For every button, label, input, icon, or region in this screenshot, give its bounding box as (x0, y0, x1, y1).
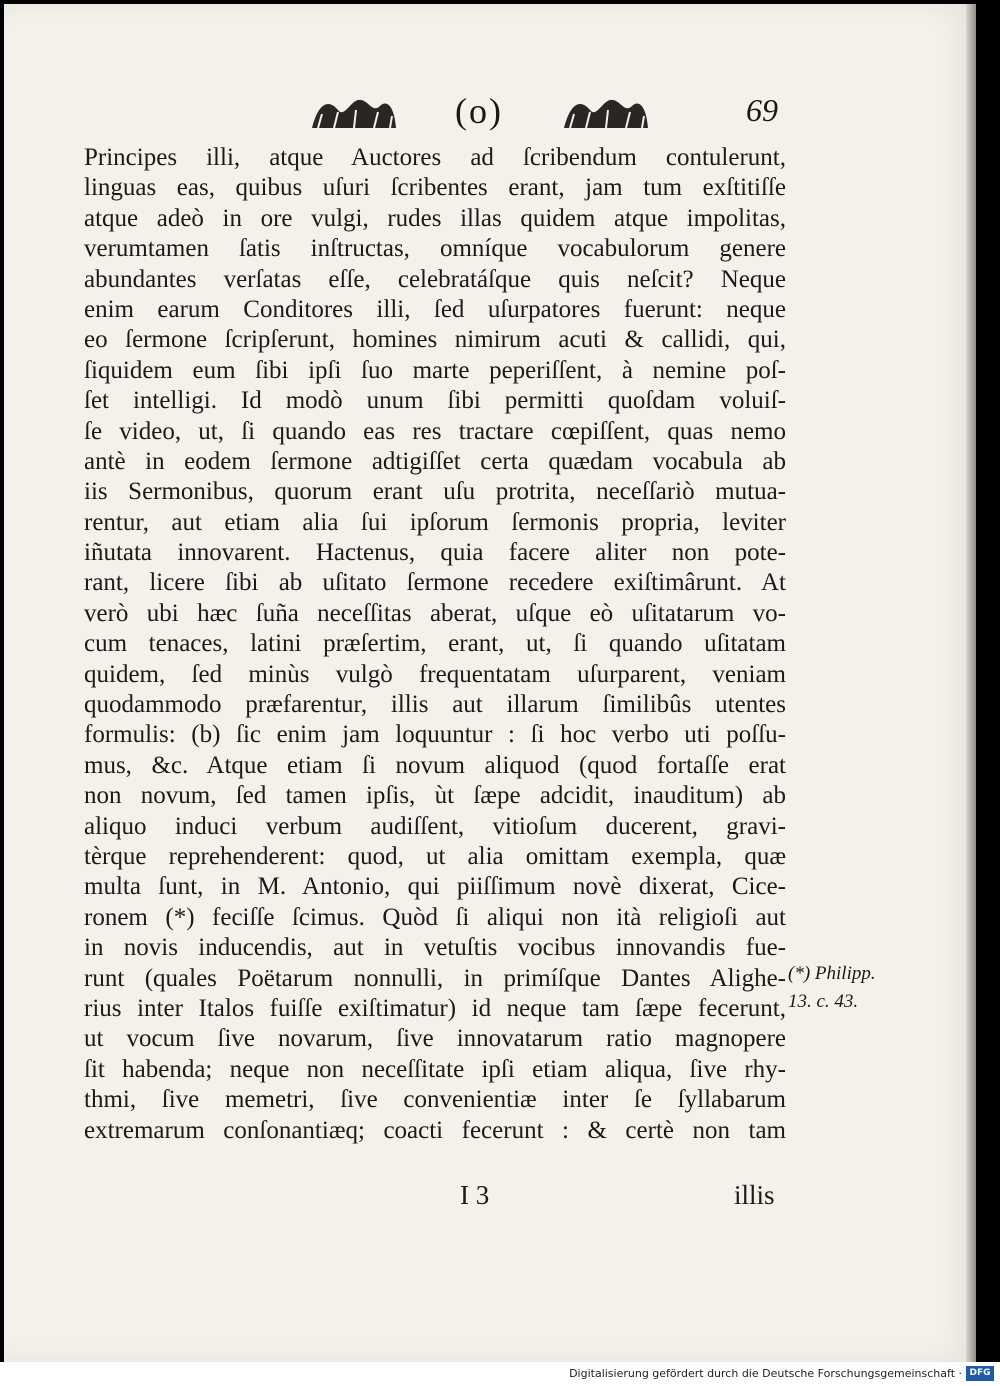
signature-mark: I 3 (460, 1180, 490, 1210)
marginal-note (788, 960, 888, 1016)
text-line: Principes illi, atque Auctores ad ſcribendum contulerunt, (84, 144, 786, 171)
marginal-note-line: (*) Philipp. (788, 963, 876, 984)
text-line: ronem (*) feciſſe ſcimus. Quòd ſi aliqui non ità religioſi aut (84, 903, 786, 931)
footer-credit: Digitalisierung gefördert durch die Deutsche Forschungsgemeinschaft · (569, 1367, 962, 1380)
text-line: rant, licere ſibi ab uſitato ſermone recedere exiſtimârunt. At (84, 569, 786, 597)
text-line: eo ſermone ſcripſerunt, homines nimirum acuti & callidi, qui, (84, 326, 786, 354)
text-line: enim earum Conditores illi, ſed uſurpatores fuerunt: neque (84, 295, 786, 323)
marginal-note-line: 13. c. 43. (788, 991, 859, 1012)
page-number: 69 (746, 92, 778, 128)
text-line: runt (quales Poëtarum nonnulli, in primíſque Dantes Alighe- (84, 964, 786, 992)
text-line: antè in eodem ſermone adtigiſſet certa quædam vocabula ab (84, 447, 786, 475)
dfg-logo-icon: DFG (966, 1366, 994, 1381)
text-line: linguas eas, quibus uſuri ſcribentes erant, jam tum exſtitiſſe (84, 174, 786, 202)
text-line: rius inter Italos fuiſſe exiſtimatur) id neque tam ſæpe fecerunt, (84, 994, 786, 1022)
digitization-footer (0, 1362, 1000, 1386)
text-line: formulis: (b) ſic enim jam loquuntur : ſi hoc verbo uti poſſu- (84, 721, 786, 749)
text-line: ſiquidem eum ſibi ipſi ſuo marte peperiſſent, à nemine poſ- (84, 356, 786, 384)
text-line: verò ubi hæc ſuña neceſſitas aberat, uſque eò uſitatarum vo- (84, 599, 786, 627)
right-ornament-icon (560, 94, 652, 132)
text-line: tèrque reprehenderent: quod, ut alia omittam exempla, quæ (84, 842, 786, 870)
text-line: thmi, ſive memetri, ſive convenientiæ inter ſe ſyllabarum (84, 1086, 786, 1114)
text-line: verumtamen ſatis inſtructas, omníque vocabulorum genere (84, 235, 786, 263)
text-line: non novum, ſed tamen ipſis, ùt ſæpe adcidit, inauditum) ab (84, 782, 786, 810)
text-line: iis Sermonibus, quorum erant uſu protrita, neceſſariò mutua- (84, 478, 786, 506)
text-line: iñutata innovarent. Hactenus, quia facere aliter non pote- (84, 539, 786, 567)
running-header (80, 88, 800, 138)
text-line: abundantes verſatas eſſe, celebratáſque quis neſcit? Neque (84, 265, 786, 293)
text-line: ſit habenda; neque non neceſſitate ipſi etiam aliqua, ſive rhy- (84, 1055, 786, 1083)
text-line: ut vocum ſive novarum, ſive innovatarum ratio magnopere (84, 1025, 786, 1053)
text-line: cum tenaces, latini præſertim, erant, ut, ſi quando uſitatam (84, 630, 786, 658)
text-line: atque adeò in ore vulgi, rudes illas quidem atque impolitas, (84, 204, 786, 232)
text-line: multa ſunt, in M. Antonio, qui piiſſimum novè dixerat, Cice- (84, 873, 786, 901)
text-line: ſe video, ut, ſi quando eas res tractare cœpiſſent, quas nemo (84, 417, 786, 445)
signature-symbol: (o) (455, 91, 503, 131)
text-line: aliquo induci verbum audiſſent, vitioſum ducerent, gravi- (84, 812, 786, 840)
text-line: mus, &c. Atque etiam ſi novum aliquod (quod fortaſſe erat (84, 751, 786, 779)
text-line: quidem, ſed minùs vulgò frequentatam uſurparent, veniam (84, 660, 786, 688)
body-text (84, 143, 786, 1146)
catchword: illis (734, 1180, 775, 1210)
text-line: ſet intelligi. Id modò unum ſibi permitti quoſdam voluiſ- (84, 387, 786, 415)
text-line: rentur, aut etiam alia ſui ipſorum ſermonis propria, leviter (84, 508, 786, 536)
left-ornament-icon (308, 94, 400, 132)
text-line: extremarum conſonantiæq; coacti fecerunt : & certè non tam (84, 1116, 786, 1144)
text-line: in novis inducendis, aut in vetuſtis vocibus innovandis fue- (84, 934, 786, 962)
page-gutter (966, 4, 976, 1362)
text-line: quodammodo præfarentur, illis aut illarum ſimilibûs utentes (84, 691, 786, 719)
